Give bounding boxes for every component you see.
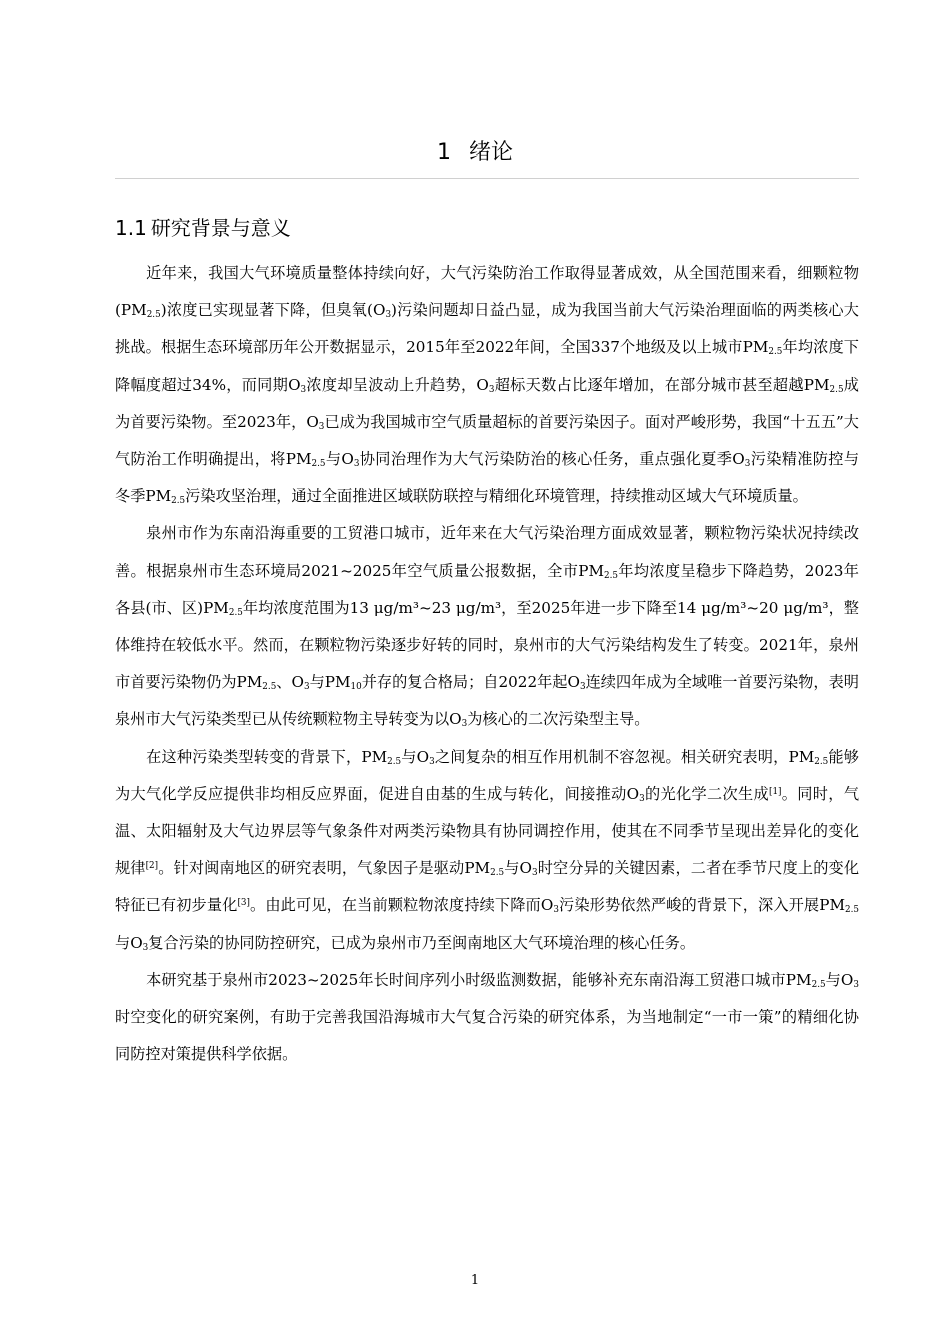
subscript: 2.5 <box>171 496 186 507</box>
text-run: 与O <box>115 933 143 952</box>
subscript: 2.5 <box>387 756 402 767</box>
chapter-title <box>0 136 950 170</box>
text-run: 。由此可见，在当前颗粒物浓度持续下降而O <box>249 896 554 915</box>
subscript: 2.5 <box>814 756 829 767</box>
text-run: 能够为大气化学反应提供非均相反应界面，促进自由基的生成与转化，间接推动O <box>115 747 859 803</box>
text-run: 年均浓度范围为13 μg/m³~23 μg/m³，至2025年进一步下降至14 μg/m³~20 μg/m³，整体维持在较低水平。然而，在颗粒物污染逐步好转的同时，泉州市的大气污染结构发生了转变。2021年，泉州市首要污染物仍为PM <box>115 598 859 692</box>
text-run: 连续四年成为全域唯一首要污染物，表明泉州市大气污染类型已从传统颗粒物主导转变为以O <box>115 673 859 729</box>
text-run: 、O <box>276 673 304 692</box>
subscript: 2.5 <box>228 607 243 618</box>
text-run: 时空变化的研究案例，有助于完善我国沿海城市大气复合污染的研究体系，为当地制定“一市一策”的精细化协同防控对策提供科学依据。 <box>115 1008 859 1064</box>
citation-superscript: [3] <box>237 898 250 909</box>
text-run: 与PM <box>309 673 351 692</box>
text-run: 与O <box>325 450 354 469</box>
subscript: 3 <box>429 756 435 767</box>
text-run: 污染形势依然严峻的背景下，深入开展PM <box>558 896 846 915</box>
paragraph <box>115 739 859 962</box>
text-run: 与O <box>401 747 430 766</box>
subscript: 3 <box>579 682 586 693</box>
citation-superscript: [1] <box>769 787 782 797</box>
subscript: 3 <box>744 458 751 469</box>
text-run: 在这种污染类型转变的背景下，PM <box>146 747 388 766</box>
subscript: 3 <box>553 905 559 916</box>
chapter-divider <box>115 178 859 179</box>
text-run: )浓度已实现显著下降，但臭氧(O <box>160 301 386 320</box>
text-run: 与O <box>825 970 854 989</box>
text-run: 浓度却呈波动上升趋势，O <box>306 375 489 394</box>
text-run: 与O <box>504 859 532 878</box>
text-run: 超标天数占比逐年增加，在部分城市甚至超越PM <box>494 375 830 394</box>
text-run: 污染攻坚治理，通过全面推进区域联防联控与精细化环境管理，持续推动区域大气环境质量。 <box>185 487 808 506</box>
subscript: 3 <box>639 793 645 804</box>
subscript: 2.5 <box>829 384 844 395</box>
section-title-text: 研究背景与意义 <box>150 216 291 240</box>
subscript: 2.5 <box>146 310 161 321</box>
text-run: 的光化学二次生成 <box>644 784 770 803</box>
subscript: 2.5 <box>604 570 619 581</box>
text-run: 为核心的二次污染型主导。 <box>467 710 650 729</box>
text-run: 复合污染的协同防控研究，已成为泉州市乃至闽南地区大气环境治理的核心任务。 <box>148 933 695 952</box>
text-run: 之间复杂的相互作用机制不容忽视。相关研究表明，PM <box>434 747 815 766</box>
subscript: 2.5 <box>311 458 326 469</box>
subscript: 3 <box>353 458 360 469</box>
subscript: 3 <box>461 719 468 730</box>
page-number: 1 <box>470 1273 480 1288</box>
subscript: 3 <box>142 942 149 953</box>
subscript: 3 <box>853 979 859 990</box>
text-run: 已成为我国城市空气质量超标的首要污染因子。面对严峻形势，我国“十五五”大气防治工作明确提出，将PM <box>115 412 859 469</box>
subscript: 2.5 <box>768 347 783 358</box>
paragraph <box>115 515 859 738</box>
text-run: 年均浓度下降幅度超过34%，而同期O <box>115 338 859 394</box>
text-run: 泉州市作为东南沿海重要的工贸港口城市，近年来在大气污染治理方面成效显著，颗粒物污染状况持续改善。根据泉州市生态环境局2021~2025年空气质量公报数据，全市PM <box>115 524 859 580</box>
text-run: 并存的复合格局；自2022年起O <box>361 673 580 692</box>
text-run: 。针对闽南地区的研究表明，气象因子是驱动PM <box>158 859 491 878</box>
text-run: 本研究基于泉州市2023~2025年长时间序列小时级监测数据，能够补充东南沿海工贸港口城市PM <box>146 970 812 989</box>
subscript: 3 <box>531 868 538 879</box>
body-text <box>115 255 859 1073</box>
text-run: 时空分异的关键因素，二者在季节尺度上的变化特征已有初步量化 <box>115 859 860 915</box>
subscript: 3 <box>303 682 310 693</box>
subscript: 10 <box>350 682 362 693</box>
text-run: 成为首要污染物。至2023年，O <box>115 375 859 431</box>
subscript: 2.5 <box>811 979 826 990</box>
chapter-title-text: 绪论 <box>468 140 513 165</box>
text-run: 。同时，气温、太阳辐射及大气边界层等气象条件对两类污染物具有协同调控作用，使其在不同季节呈现出差异化的变化规律 <box>115 784 860 878</box>
chapter-number: 1 <box>436 140 451 165</box>
subscript: 2.5 <box>490 868 505 879</box>
paragraph <box>115 962 859 1074</box>
subscript: 3 <box>385 310 392 321</box>
subscript: 2.5 <box>845 905 860 916</box>
text-run: 协同治理作为大气污染防治的核心任务，重点强化夏季O <box>359 450 745 469</box>
subscript: 3 <box>300 384 307 395</box>
subscript: 3 <box>318 421 325 432</box>
subscript: 3 <box>488 384 495 395</box>
text-run: 近年来，我国大气环境质量整体持续向好，大气污染防治工作取得显著成效，从全国范围来看，细颗粒物(PM <box>115 264 859 320</box>
section-number: 1.1 <box>115 216 147 240</box>
text-run: )污染问题却日益凸显，成为我国当前大气污染治理面临的两类核心大挑战。根据生态环境部历年公开数据显示，2015年至2022年间，全国337个地级及以上城市PM <box>115 301 859 357</box>
subscript: 2.5 <box>262 682 277 693</box>
section-heading <box>115 212 291 244</box>
text-run: 污染精准防控与冬季PM <box>115 450 860 506</box>
paragraph <box>115 255 859 515</box>
text-run: 年均浓度呈稳步下降趋势，2023年各县(市、区)PM <box>115 561 859 617</box>
citation-superscript: [2] <box>145 861 159 872</box>
